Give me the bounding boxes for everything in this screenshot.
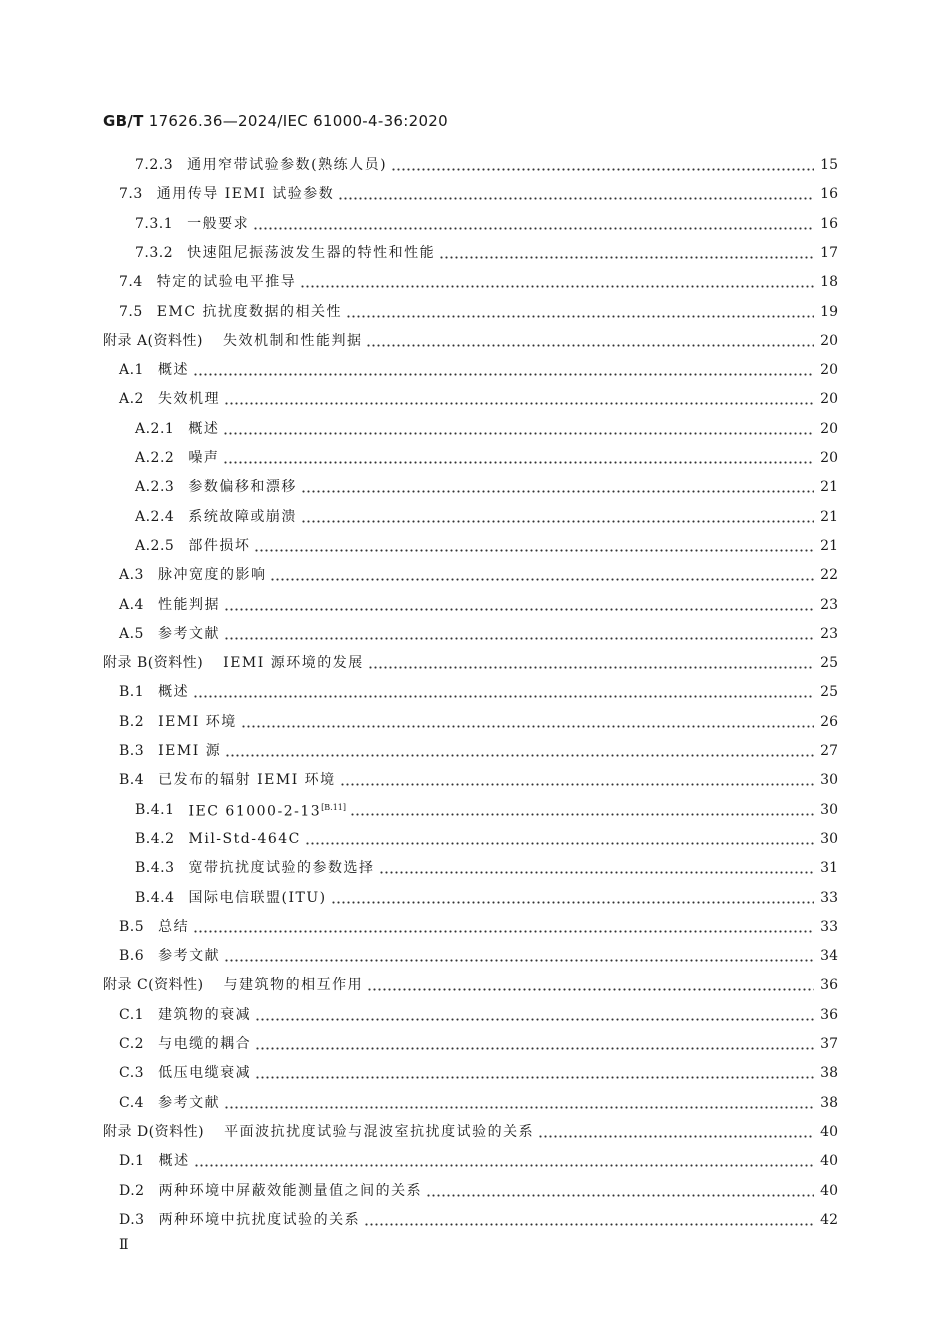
toc-entry[interactable]	[135, 503, 838, 532]
toc-entry-title-text: 概述	[157, 362, 189, 379]
toc-entry[interactable]	[119, 180, 838, 209]
toc-entry[interactable]	[119, 1001, 838, 1030]
toc-entry-title-text: 概述	[158, 1153, 190, 1170]
toc-entry-number: C.3	[119, 1065, 145, 1082]
dot-leader	[301, 473, 814, 502]
toc-entry-title	[224, 1118, 534, 1147]
toc-entry[interactable]	[119, 678, 838, 707]
toc-entry-number: B.4.1	[135, 801, 175, 818]
toc-entry-page: 26	[820, 713, 838, 730]
toc-entry-number: A.2.5	[135, 537, 175, 554]
toc-entry-page: 19	[820, 303, 838, 320]
toc-entry-number: 7.3.2	[135, 244, 174, 261]
toc-entry[interactable]	[119, 1206, 838, 1235]
toc-entry[interactable]	[119, 1089, 838, 1118]
toc-entry[interactable]	[119, 942, 838, 971]
toc-entry-page: 40	[820, 1123, 838, 1140]
toc-entry-title	[159, 1147, 190, 1176]
toc-entry-title	[158, 1030, 251, 1059]
dot-leader	[193, 356, 814, 385]
toc-entry-title	[157, 180, 335, 209]
dot-leader	[254, 532, 814, 561]
toc-entry-title	[188, 473, 297, 502]
toc-entry-title-text: 特定的试验电平推导	[156, 274, 297, 291]
toc-entry-number: A.3	[119, 567, 144, 584]
toc-entry-page: 33	[820, 918, 838, 935]
toc-entry[interactable]	[119, 356, 838, 385]
toc-entry[interactable]	[119, 591, 838, 620]
toc-entry-page: 22	[820, 567, 838, 584]
toc-entry-title	[159, 1206, 361, 1235]
toc-entry-page: 16	[820, 215, 838, 232]
toc-entry-number: B.1	[119, 684, 145, 701]
dot-leader	[305, 825, 814, 854]
toc-entry[interactable]	[119, 1177, 838, 1206]
dot-leader	[439, 239, 814, 268]
toc-entry[interactable]	[135, 151, 838, 180]
toc-entry-title-text: 两种环境中屏蔽效能测量值之间的关系	[158, 1182, 423, 1199]
toc-entry-page: 23	[820, 596, 838, 613]
toc-entry-page: 38	[820, 1094, 838, 1111]
toc-entry-number: B.5	[119, 918, 145, 935]
dot-leader	[340, 766, 814, 795]
toc-entry-page: 20	[820, 362, 838, 379]
toc-entry[interactable]	[103, 327, 838, 356]
toc-entry-title-text: 参考文献	[157, 625, 220, 642]
toc-entry-title	[189, 854, 375, 883]
toc-entry-title-text: IEMI 环境	[158, 713, 237, 730]
toc-entry-title-text: 通用窄带试验参数(熟练人员)	[187, 157, 388, 173]
toc-entry-title-text: 与电缆的耦合	[158, 1036, 252, 1052]
toc-entry-page: 20	[820, 332, 838, 349]
toc-entry-title-text: 已发布的辐射 IEMI 环境	[158, 772, 336, 789]
toc-entry-title-text: IEMI 源环境的发展	[223, 655, 364, 672]
toc-entry-title	[157, 268, 297, 297]
dot-leader	[367, 971, 814, 1000]
toc-entry-title	[158, 766, 336, 795]
toc-entry-title	[187, 239, 435, 268]
dot-leader	[255, 1059, 814, 1088]
dot-leader	[241, 708, 814, 737]
toc-entry-number: 7.3.1	[135, 215, 174, 232]
toc-entry-title-text: 快速阻尼振荡波发生器的特性和性能	[187, 244, 436, 261]
toc-entry-page: 21	[820, 479, 838, 496]
toc-entry-number: C.4	[119, 1094, 145, 1111]
dot-leader	[224, 385, 814, 414]
toc-entry-title	[188, 415, 219, 444]
toc-entry-page: 42	[820, 1211, 838, 1228]
toc-entry-number: 附录 D(资料性)	[103, 1123, 205, 1140]
toc-entry[interactable]	[135, 473, 838, 502]
toc-entry-number: 附录 B(资料性)	[103, 655, 204, 672]
toc-entry-title	[159, 1177, 423, 1206]
toc-entry-number: B.3	[119, 743, 145, 759]
toc-entry[interactable]	[135, 825, 838, 854]
toc-entry-title	[158, 1089, 220, 1118]
dot-leader	[379, 854, 814, 883]
toc-entry[interactable]	[135, 884, 838, 913]
toc-entry-title-text: 失效机制和性能判据	[222, 332, 363, 349]
toc-entry-page: 40	[820, 1153, 838, 1170]
dot-leader	[538, 1118, 814, 1147]
dot-leader	[300, 268, 814, 297]
toc-entry-title	[188, 532, 250, 561]
toc-entry-number: B.2	[119, 713, 145, 730]
toc-entry-title-text: Mil-Std-464C	[188, 830, 301, 847]
standard-code: GB/T	[103, 112, 144, 130]
toc-entry[interactable]	[119, 913, 838, 942]
toc-entry-page: 31	[820, 860, 838, 877]
toc-entry-title-text: 参数偏移和漂移	[188, 479, 297, 496]
dot-leader	[366, 327, 814, 356]
toc-entry-number: D.2	[119, 1182, 145, 1199]
toc-entry[interactable]	[119, 620, 838, 649]
dot-leader	[255, 1030, 814, 1059]
toc-entry-title-text: IEC 61000-2-13	[188, 803, 322, 820]
toc-entry-title	[188, 503, 297, 532]
dot-leader	[301, 503, 814, 532]
toc-entry[interactable]	[135, 532, 838, 561]
toc-entry-number: B.4.2	[135, 830, 175, 847]
toc-entry-title	[158, 678, 189, 707]
toc-entry-page: 23	[820, 625, 838, 642]
dot-leader	[350, 796, 814, 825]
toc-entry-title	[188, 444, 219, 473]
toc-entry-title-text: EMC 抗扰度数据的相关性	[156, 303, 342, 320]
page-number: Ⅱ	[119, 1237, 129, 1253]
toc-entry-number: A.5	[119, 625, 144, 642]
toc-entry-title-text: 两种环境中抗扰度试验的关系	[158, 1211, 361, 1228]
dot-leader	[224, 591, 814, 620]
toc-entry-page: 20	[820, 450, 838, 466]
dot-leader	[368, 649, 814, 678]
toc-entry-title-text: 性能判据	[157, 596, 220, 613]
standard-number: 17626.36—2024/IEC 61000-4-36:2020	[148, 112, 448, 130]
toc-entry-page: 37	[820, 1036, 838, 1052]
toc-entry[interactable]	[135, 210, 838, 239]
toc-entry-page: 20	[820, 391, 838, 408]
toc-entry-number: 7.4	[119, 274, 143, 291]
toc-entry-title-text: 一般要求	[187, 215, 250, 232]
toc-entry-number: D.1	[119, 1153, 145, 1170]
toc-entry-number: 7.2.3	[135, 157, 174, 173]
toc-entry-number: 附录 C(资料性)	[103, 977, 204, 994]
toc-entry-title	[187, 210, 249, 239]
toc-entry-title	[157, 298, 342, 327]
toc-entry-title	[158, 1001, 251, 1030]
toc-entry-page: 30	[820, 830, 838, 847]
toc-entry-title-text: 建筑物的衰减	[158, 1006, 252, 1023]
toc-entry-number: 附录 A(资料性)	[103, 332, 203, 349]
toc-entry-title-text: 参考文献	[158, 1094, 221, 1111]
toc-entry-page: 30	[820, 801, 838, 818]
toc-entry[interactable]	[119, 268, 838, 297]
toc-entry[interactable]	[135, 239, 838, 268]
toc-entry-title-text: 概述	[158, 684, 190, 701]
toc-entry[interactable]	[103, 649, 838, 678]
toc-entry[interactable]	[135, 415, 838, 444]
dot-leader	[193, 913, 814, 942]
toc-entry[interactable]	[119, 708, 838, 737]
toc-entry-page: 36	[820, 1006, 838, 1023]
toc-entry-title-text: 总结	[158, 918, 190, 935]
toc-entry-page: 15	[820, 157, 838, 173]
toc-entry-page: 21	[820, 508, 838, 525]
toc-entry-title	[158, 1059, 251, 1088]
toc-entry-page: 34	[820, 948, 838, 965]
dot-leader	[193, 678, 814, 707]
toc-entry-title-text: 宽带抗扰度试验的参数选择	[188, 860, 375, 877]
toc-entry[interactable]	[119, 1147, 838, 1176]
toc-entry-title	[158, 356, 189, 385]
toc-entry-number: 7.5	[119, 303, 143, 320]
dot-leader	[346, 298, 814, 327]
reference-superscript: [B.11]	[321, 803, 346, 813]
toc-entry-title-text: IEMI 源	[158, 743, 222, 759]
toc-entry[interactable]	[135, 854, 838, 883]
toc-entry[interactable]	[119, 737, 838, 766]
toc-entry-title	[224, 971, 364, 1000]
toc-entry-page: 16	[820, 186, 838, 203]
toc-entry-title-text: 低压电缆衰减	[158, 1065, 252, 1082]
toc-entry-title-text: 参考文献	[158, 948, 221, 965]
toc-entry-page: 36	[820, 977, 838, 994]
toc-entry[interactable]	[103, 1118, 838, 1147]
toc-entry-title	[189, 793, 346, 827]
toc-entry-title-text: 噪声	[188, 450, 220, 466]
toc-entry-title	[158, 561, 267, 590]
dot-leader	[223, 444, 814, 473]
toc-entry[interactable]	[119, 1030, 838, 1059]
toc-entry-number: B.4.3	[135, 860, 175, 877]
toc-entry-title	[158, 708, 237, 737]
toc-entry-title-text: 脉冲宽度的影响	[157, 567, 267, 584]
toc-entry-number: B.4.4	[135, 889, 175, 906]
dot-leader	[223, 415, 814, 444]
dot-leader	[426, 1177, 814, 1206]
toc-entry[interactable]	[119, 1059, 838, 1088]
toc-entry-title-text: 系统故障或崩溃	[188, 508, 297, 525]
toc-entry[interactable]	[119, 561, 838, 590]
toc-entry-page: 21	[820, 537, 838, 554]
toc-entry-title	[158, 591, 220, 620]
toc-entry-page: 30	[820, 772, 838, 789]
document-header	[103, 112, 448, 130]
toc-entry[interactable]	[103, 971, 838, 1000]
toc-entry-number: A.1	[119, 362, 144, 379]
toc-entry-title-text: 通用传导 IEMI 试验参数	[156, 186, 335, 203]
toc-entry-number: B.4	[119, 772, 145, 789]
dot-leader	[364, 1206, 814, 1235]
dot-leader	[194, 1147, 814, 1176]
toc-entry-number: A.2.2	[135, 450, 175, 466]
dot-leader	[225, 737, 814, 766]
toc-entry-title	[158, 385, 220, 414]
toc-entry-title	[187, 151, 387, 180]
toc-entry-title	[223, 649, 364, 678]
toc-entry-number: A.4	[119, 596, 144, 613]
toc-entry-page: 27	[820, 743, 838, 759]
toc-entry-title-text: 失效机理	[157, 391, 220, 408]
toc-entry-page: 40	[820, 1182, 838, 1199]
toc-entry-title-text: 概述	[188, 420, 220, 437]
toc-entry-title-text: 平面波抗扰度试验与混波室抗扰度试验的关系	[224, 1123, 535, 1140]
toc-entry-page: 25	[820, 684, 838, 701]
toc-entry[interactable]	[135, 444, 838, 473]
toc-entry-number: D.3	[119, 1211, 145, 1228]
dot-leader	[224, 620, 814, 649]
dot-leader	[331, 884, 814, 913]
toc-entry-number: 7.3	[119, 186, 143, 203]
toc-entry[interactable]	[119, 298, 838, 327]
toc-entry-title	[223, 327, 363, 356]
toc-entry-title	[158, 620, 220, 649]
toc-entry-number: C.2	[119, 1036, 145, 1052]
toc-entry-title	[158, 737, 221, 766]
toc-entry[interactable]	[119, 385, 838, 414]
dot-leader	[338, 180, 814, 209]
toc-entry-title-text: 与建筑物的相互作用	[223, 977, 364, 994]
toc-entry-page: 17	[820, 244, 838, 261]
toc-entry-page: 38	[820, 1065, 838, 1082]
dot-leader	[253, 210, 814, 239]
toc-entry-number: C.1	[119, 1006, 145, 1023]
toc-entry-number: B.6	[119, 948, 145, 965]
toc-entry-number: A.2.3	[135, 479, 175, 496]
toc-entry-number: A.2.4	[135, 508, 175, 525]
toc-entry-title-text: 部件损坏	[188, 537, 251, 554]
toc-entry-title-text: 国际电信联盟(ITU)	[188, 889, 327, 906]
toc-entry-page: 18	[820, 274, 838, 291]
toc-entry-number: A.2	[119, 391, 144, 408]
toc-entry-title	[158, 942, 220, 971]
toc-entry-number: A.2.1	[135, 420, 175, 437]
toc-entry-title	[189, 884, 327, 913]
dot-leader	[391, 151, 814, 180]
dot-leader	[224, 942, 814, 971]
toc-entry-page: 25	[820, 655, 838, 672]
toc-entry-page: 33	[820, 889, 838, 906]
toc-entry-page: 20	[820, 420, 838, 437]
toc-entry-title	[158, 913, 189, 942]
toc-entry[interactable]	[119, 766, 838, 795]
dot-leader	[224, 1089, 814, 1118]
toc-entry[interactable]	[135, 796, 838, 825]
dot-leader	[270, 561, 814, 590]
dot-leader	[255, 1001, 814, 1030]
toc-entry-title	[189, 825, 301, 854]
